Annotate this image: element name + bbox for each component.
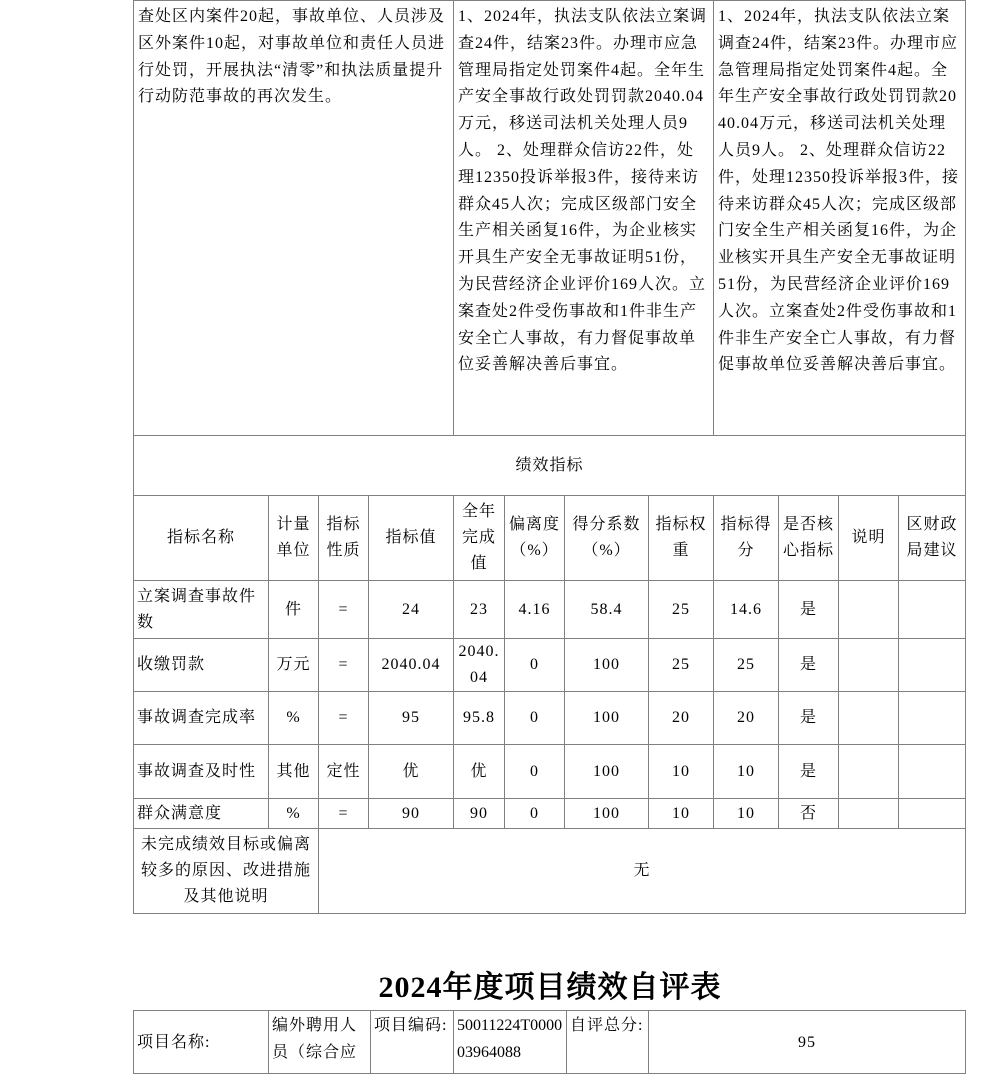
metrics-section-title: 绩效指标	[134, 436, 966, 496]
metric-value-cell: %	[269, 692, 319, 745]
project-info-table	[133, 1010, 966, 1074]
metric-value-cell	[839, 639, 899, 692]
metric-value-cell: 10	[714, 799, 779, 829]
table-row	[134, 799, 966, 829]
project-name-value: 编外聘用人员（综合应	[269, 1011, 371, 1074]
metric-value-cell: 否	[779, 799, 839, 829]
metric-value-cell: 件	[269, 581, 319, 639]
metric-value-cell: 100	[565, 745, 649, 799]
project-output-table	[133, 0, 966, 436]
table-row	[134, 692, 966, 745]
metric-value-cell: 优	[369, 745, 454, 799]
metric-value-cell: 定性	[319, 745, 369, 799]
metrics-header-cell: 全年完成值	[454, 496, 505, 581]
metric-value-cell: 24	[369, 581, 454, 639]
metric-value-cell: 95.8	[454, 692, 505, 745]
metric-value-cell	[839, 692, 899, 745]
reason-label: 未完成绩效目标或偏离较多的原因、改进措施及其他说明	[134, 829, 319, 914]
metric-value-cell	[899, 692, 966, 745]
metric-value-cell: 10	[714, 745, 779, 799]
metric-name-cell: 群众满意度	[134, 799, 269, 829]
metric-value-cell: 是	[779, 581, 839, 639]
metric-value-cell: 20	[649, 692, 714, 745]
metric-value-cell: 优	[454, 745, 505, 799]
metrics-header-cell: 得分系数（%）	[565, 496, 649, 581]
metric-value-cell: =	[319, 799, 369, 829]
metric-value-cell	[839, 745, 899, 799]
metric-value-cell: 10	[649, 745, 714, 799]
metric-value-cell: 是	[779, 639, 839, 692]
metrics-header-row	[134, 496, 966, 581]
metric-value-cell: =	[319, 639, 369, 692]
table-row	[134, 745, 966, 799]
metric-value-cell: 0	[505, 745, 565, 799]
score-label: 自评总分:	[567, 1011, 649, 1074]
metric-value-cell	[899, 799, 966, 829]
metric-value-cell: 95	[369, 692, 454, 745]
metrics-header-cell: 指标值	[369, 496, 454, 581]
metric-name-cell: 事故调查完成率	[134, 692, 269, 745]
metric-value-cell: 是	[779, 692, 839, 745]
output-description-cell: 查处区内案件20起，事故单位、人员涉及区外案件10起，对事故单位和责任人员进行处罚，开展执法“清零”和执法质量提升行动防范事故的再次发生。	[134, 1, 454, 436]
metric-value-cell: 23	[454, 581, 505, 639]
metrics-header-cell: 偏离度（%）	[505, 496, 565, 581]
metric-value-cell: 100	[565, 639, 649, 692]
metric-value-cell	[899, 581, 966, 639]
metrics-header-cell: 指标名称	[134, 496, 269, 581]
metric-value-cell: 58.4	[565, 581, 649, 639]
reason-value: 无	[319, 829, 966, 914]
actual-output-cell: 1、2024年，执法支队依法立案调查24件，结案23件。办理市应急管理局指定处罚案件4起。全年生产安全事故行政处罚罚款2040.04万元，移送司法机关处理人员9人。 2、处理群众信访22件，处理12350投诉举报3件，接待来访群众45人次；完成区级部门安全生产相关函复16件，为企业核实开具生产安全无事故证明51份，为民营经济企业评价169人次。立案查处2件受伤事故和1件非生产安全亡人事故，有力督促事故单位妥善解决善后事宜。	[454, 1, 714, 436]
metric-value-cell: 万元	[269, 639, 319, 692]
metric-value-cell: 100	[565, 692, 649, 745]
metric-value-cell: 0	[505, 799, 565, 829]
metric-value-cell: 100	[565, 799, 649, 829]
metric-value-cell: 90	[369, 799, 454, 829]
self-eval-output-cell: 1、2024年，执法支队依法立案调查24件，结案23件。办理市应急管理局指定处罚案件4起。全年生产安全事故行政处罚罚款2040.04万元，移送司法机关处理人员9人。 2、处理群众信访22件，处理12350投诉举报3件，接待来访群众45人次；完成区级部门安全生产相关函复16件，为企业核实开具生产安全无事故证明51份，为民营经济企业评价169人次。立案查处2件受伤事故和1件非生产安全亡人事故，有力督促事故单位妥善解决善后事宜。	[714, 1, 966, 436]
metric-value-cell: =	[319, 692, 369, 745]
metric-value-cell: 90	[454, 799, 505, 829]
metric-value-cell: 25	[649, 581, 714, 639]
metrics-header-cell: 说明	[839, 496, 899, 581]
metric-value-cell: 20	[714, 692, 779, 745]
metrics-header-cell: 指标权重	[649, 496, 714, 581]
metric-value-cell	[839, 581, 899, 639]
metric-value-cell: 25	[714, 639, 779, 692]
metrics-header-cell: 区财政局建议	[899, 496, 966, 581]
project-code-label: 项目编码:	[371, 1011, 454, 1074]
metric-value-cell: 2040.04	[369, 639, 454, 692]
metric-value-cell: %	[269, 799, 319, 829]
metric-value-cell	[899, 639, 966, 692]
project-code-value: 50011224T000003964088	[454, 1011, 567, 1074]
metric-value-cell: 25	[649, 639, 714, 692]
metrics-header-cell: 计量单位	[269, 496, 319, 581]
table-row	[134, 639, 966, 692]
metrics-header-cell: 是否核心指标	[779, 496, 839, 581]
metrics-header-cell: 指标得分	[714, 496, 779, 581]
metric-value-cell: 0	[505, 692, 565, 745]
metric-value-cell: 是	[779, 745, 839, 799]
metric-value-cell	[899, 745, 966, 799]
metric-name-cell: 事故调查及时性	[134, 745, 269, 799]
metric-value-cell: =	[319, 581, 369, 639]
metric-name-cell: 立案调查事故件数	[134, 581, 269, 639]
metric-name-cell: 收缴罚款	[134, 639, 269, 692]
table-row	[134, 581, 966, 639]
performance-metrics-table	[133, 435, 966, 914]
metric-value-cell: 2040.04	[454, 639, 505, 692]
metric-value-cell	[839, 799, 899, 829]
metric-value-cell: 其他	[269, 745, 319, 799]
metrics-header-cell: 指标性质	[319, 496, 369, 581]
metric-value-cell: 14.6	[714, 581, 779, 639]
project-name-label: 项目名称:	[134, 1011, 269, 1074]
metric-value-cell: 0	[505, 639, 565, 692]
score-value: 95	[649, 1011, 966, 1074]
metric-value-cell: 10	[649, 799, 714, 829]
next-table-title: 2024年度项目绩效自评表	[378, 971, 722, 1004]
metric-value-cell: 4.16	[505, 581, 565, 639]
